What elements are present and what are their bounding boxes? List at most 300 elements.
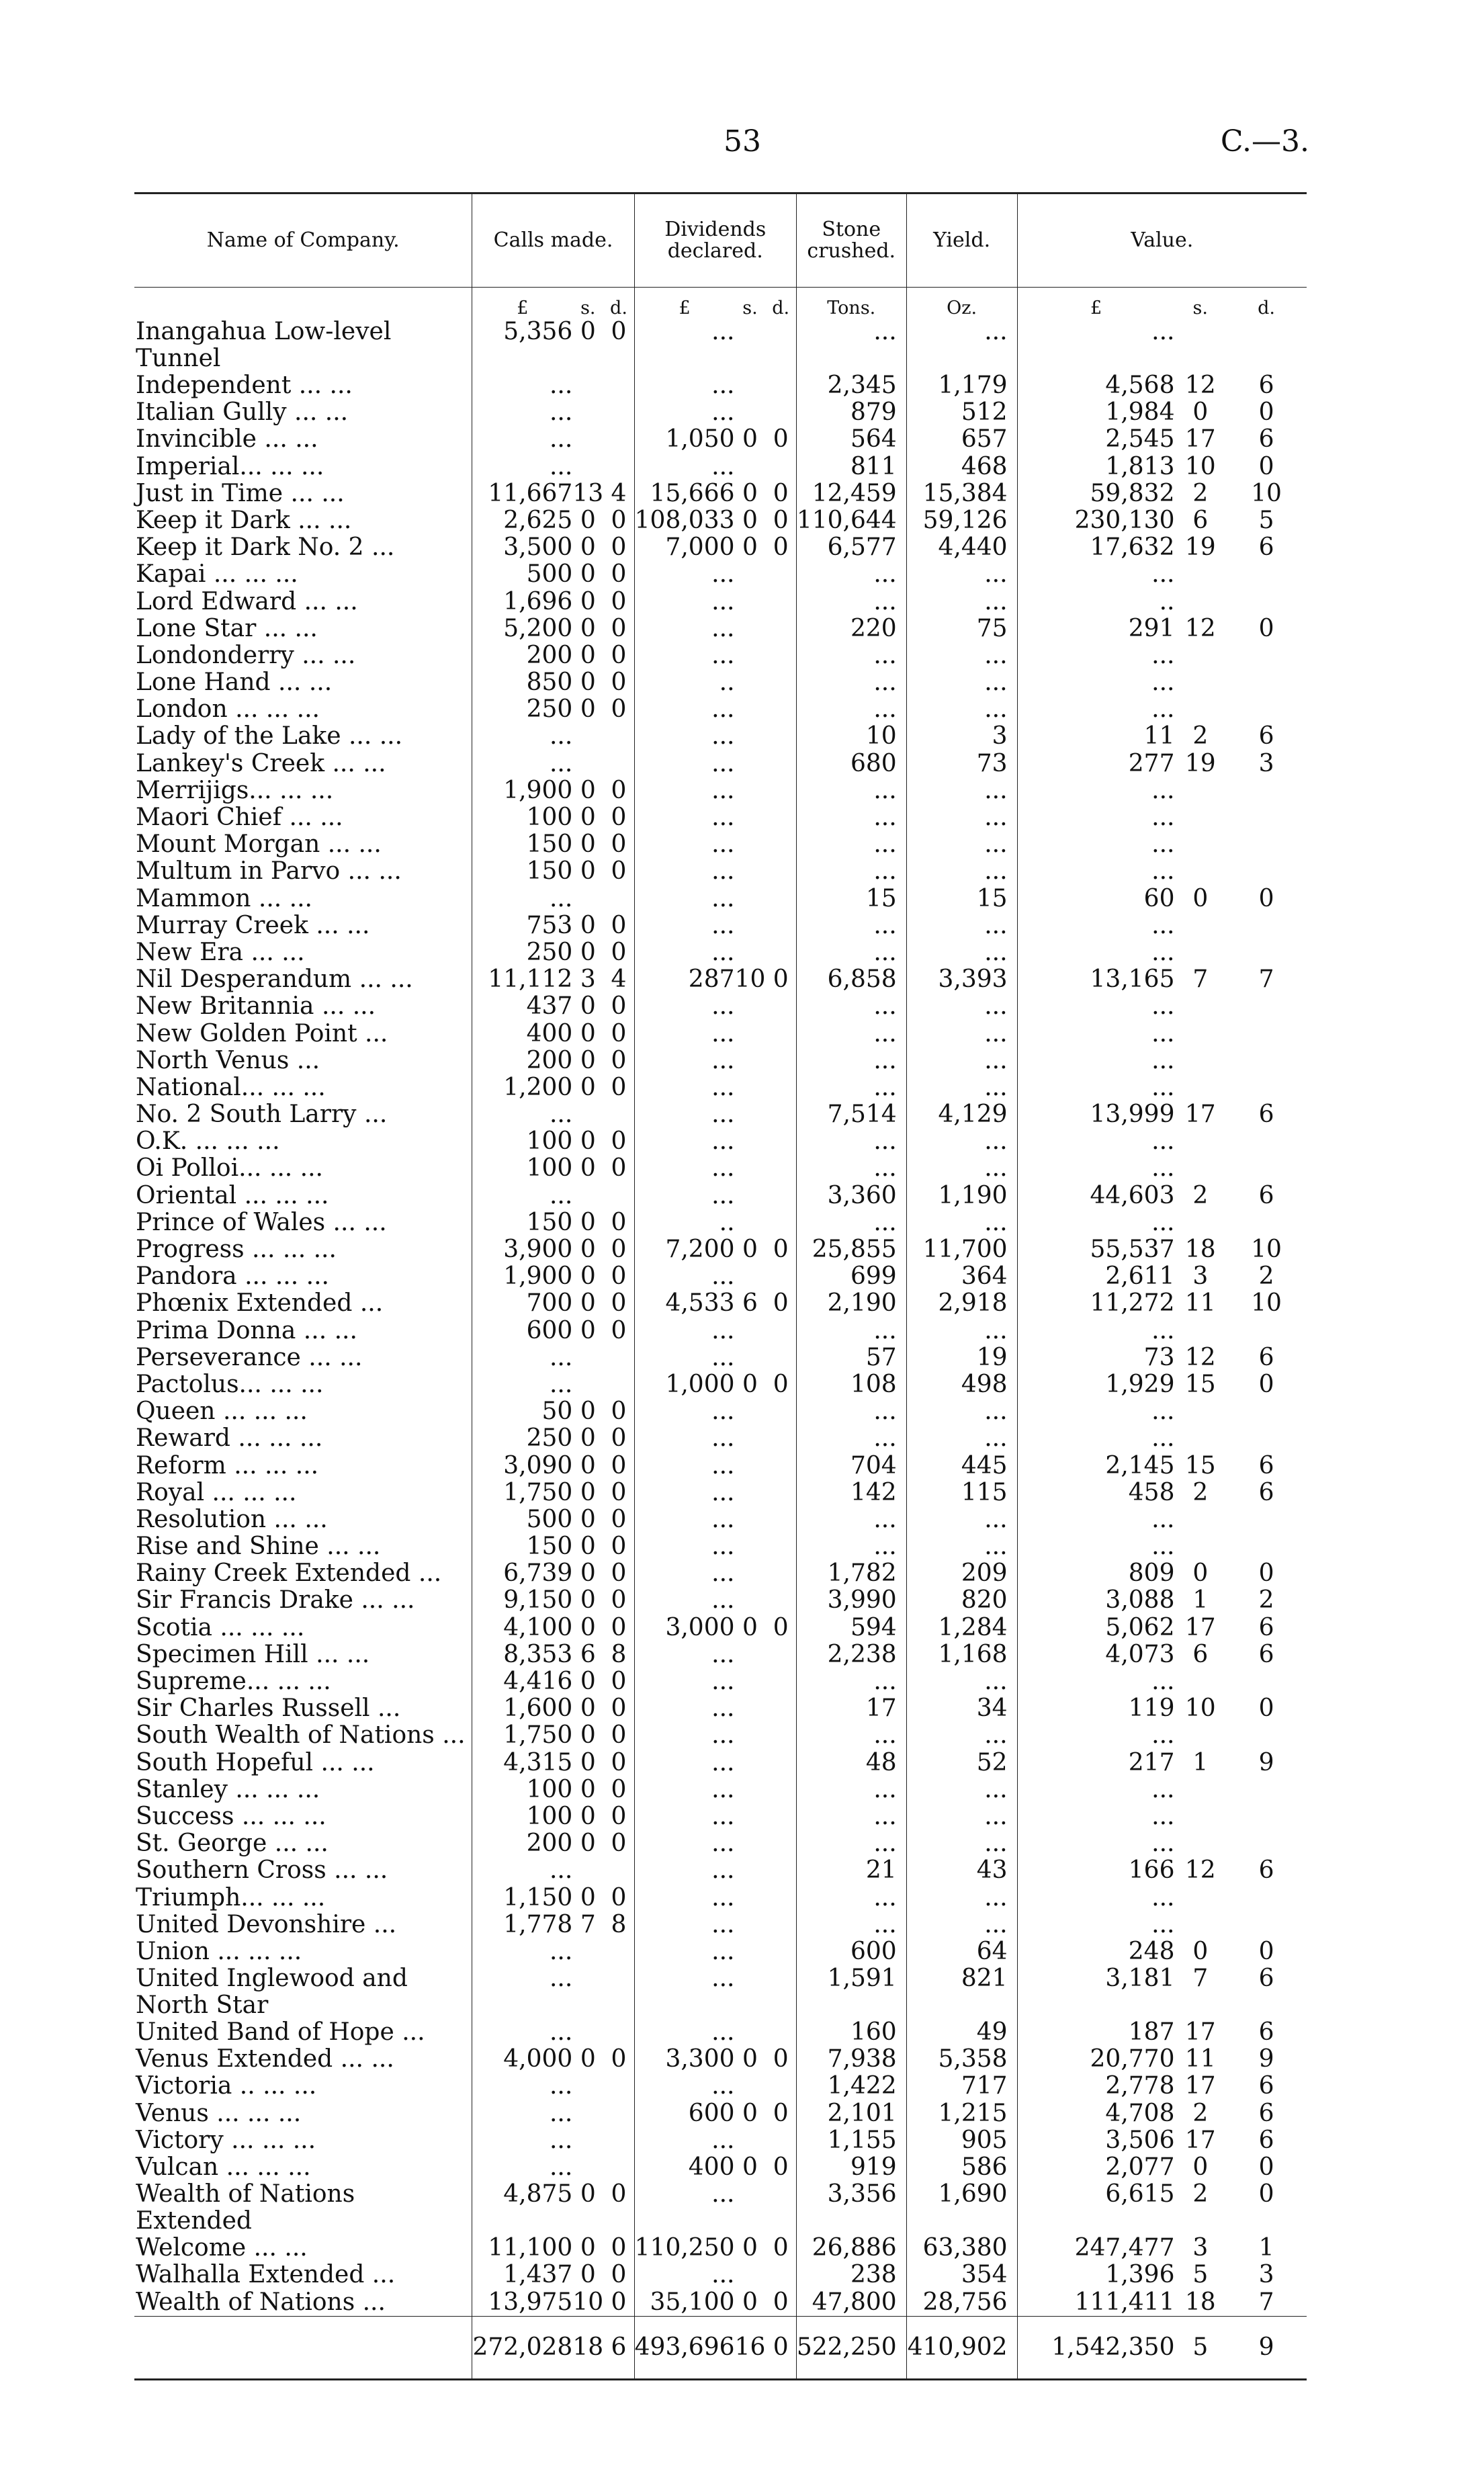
company-name: Keep it Dark ... ... <box>136 506 352 534</box>
company-name: Triumph... ... ... <box>136 1883 326 1911</box>
calls-pence: 0 <box>611 1316 627 1344</box>
dividend-pounds: 7,200 <box>634 1236 734 1263</box>
dividend-shillings <box>735 372 766 399</box>
value-pence: 6 <box>1258 2126 1274 2154</box>
calls-shillings: 0 <box>580 1613 596 1641</box>
stone-crushed: 7,514 <box>796 1101 906 1128</box>
dividend-pounds: ... <box>634 2019 734 2046</box>
value-pounds: 11 <box>1017 723 1174 750</box>
value-shillings: 1 <box>1192 1586 1209 1615</box>
calls-pence <box>603 1965 634 2019</box>
value-shillings: 11 <box>1184 1289 1216 1318</box>
calls-pence <box>603 454 634 480</box>
stone-crushed: ... <box>796 1074 906 1101</box>
company-name: Perseverance ... ... <box>136 1343 363 1371</box>
dividend-pence <box>765 696 796 723</box>
calls-pounds: 11,112 <box>472 966 572 993</box>
value-pounds: 2,778 <box>1017 2073 1174 2100</box>
value-pounds: ... <box>1017 318 1174 372</box>
calls-shillings: 0 <box>580 1073 596 1101</box>
dividend-pounds: ... <box>634 858 734 885</box>
calls-pence: 0 <box>611 1668 627 1695</box>
table-row <box>134 1695 1307 1722</box>
value-pounds: 5,062 <box>1017 1615 1174 1641</box>
dividend-pence <box>765 723 796 750</box>
value-pounds: 1,984 <box>1017 399 1174 426</box>
dividend-pence <box>765 1911 796 1938</box>
dividend-pounds: ... <box>634 1750 734 1776</box>
value-pounds: ... <box>1017 561 1174 588</box>
yield-oz: ... <box>906 912 1017 939</box>
table-row <box>134 886 1307 912</box>
dividend-pounds: 1,050 <box>634 426 734 453</box>
calls-shillings <box>572 1344 603 1371</box>
calls-pence: 0 <box>611 669 627 697</box>
table-row <box>134 1074 1307 1101</box>
yield-oz: 905 <box>906 2127 1017 2154</box>
total-calls-pounds: 272,028 <box>472 2316 572 2379</box>
dividend-shillings <box>735 1021 766 1047</box>
calls-shillings: 0 <box>580 1478 596 1506</box>
yield-oz: 3,393 <box>906 966 1017 993</box>
table-row <box>134 1857 1307 1884</box>
dividend-pounds: ... <box>634 372 734 399</box>
value-pence <box>1226 993 1307 1020</box>
company-name: Success ... ... ... <box>136 1802 326 1830</box>
unit-div-shillings: s. <box>742 298 758 318</box>
value-pence <box>1226 1425 1307 1452</box>
calls-shillings <box>572 1371 603 1398</box>
dividend-pence <box>765 1750 796 1776</box>
stone-crushed: ... <box>796 561 906 588</box>
table-row <box>134 561 1307 588</box>
value-pounds: .. <box>1017 589 1174 615</box>
dividend-pounds: 1,000 <box>634 1371 734 1398</box>
yield-oz: ... <box>906 696 1017 723</box>
stone-crushed: ... <box>796 993 906 1020</box>
value-shillings <box>1174 831 1226 858</box>
unit-calls-pounds: £ <box>472 288 572 319</box>
value-pence: 6 <box>1258 1965 1274 1993</box>
calls-pence: 0 <box>611 804 627 831</box>
dividend-pounds: 4,533 <box>634 1290 734 1317</box>
value-pounds: ... <box>1017 804 1174 831</box>
yield-oz: 468 <box>906 454 1017 480</box>
stone-crushed: ... <box>796 831 906 858</box>
yield-oz: 512 <box>906 399 1017 426</box>
dividend-pounds: 35,100 <box>634 2289 734 2317</box>
value-pounds: ... <box>1017 1911 1174 1938</box>
dividend-pence <box>765 1587 796 1614</box>
dividend-pence <box>765 372 796 399</box>
calls-shillings: 0 <box>580 533 596 562</box>
table-row <box>134 1183 1307 1209</box>
value-shillings <box>1174 1074 1226 1101</box>
value-pounds: ... <box>1017 858 1174 885</box>
value-pounds: 1,813 <box>1017 454 1174 480</box>
dividend-pounds: ... <box>634 1344 734 1371</box>
value-shillings <box>1174 993 1226 1020</box>
dividend-pence <box>765 1047 796 1074</box>
table-row <box>134 372 1307 399</box>
value-pence: 3 <box>1258 749 1274 777</box>
value-pence <box>1226 589 1307 615</box>
dividend-pence <box>765 2073 796 2100</box>
dividend-shillings <box>735 589 766 615</box>
value-pence: 6 <box>1258 2072 1274 2100</box>
calls-shillings: 0 <box>580 1289 596 1318</box>
calls-pence <box>603 2100 634 2127</box>
stone-crushed: ... <box>796 1155 906 1182</box>
calls-pounds: 1,150 <box>472 1885 572 1911</box>
value-shillings: 6 <box>1192 506 1209 534</box>
calls-pounds: ... <box>472 1965 572 2019</box>
stone-crushed: 21 <box>796 1857 906 1884</box>
value-pounds: 809 <box>1017 1560 1174 1587</box>
company-name: London ... ... ... <box>136 695 320 724</box>
value-pence <box>1226 1533 1307 1560</box>
value-shillings <box>1174 589 1226 615</box>
company-name: Sir Charles Russell ... <box>136 1694 401 1723</box>
dividend-pence <box>765 561 796 588</box>
stone-crushed: ... <box>796 589 906 615</box>
value-pence <box>1226 1803 1307 1830</box>
company-name: Invincible ... ... <box>136 425 318 454</box>
calls-pounds: 437 <box>472 993 572 1020</box>
company-name: South Wealth of Nations ... <box>136 1721 466 1750</box>
value-pounds: 4,073 <box>1017 1641 1174 1668</box>
yield-oz: 1,284 <box>906 1615 1017 1641</box>
value-pence <box>1226 696 1307 723</box>
calls-pounds: ... <box>472 2154 572 2181</box>
calls-pence: 0 <box>611 1208 627 1236</box>
dividend-pence <box>765 1101 796 1128</box>
dividend-shillings: 0 <box>742 506 758 534</box>
total-value-shillings: 5 <box>1174 2316 1226 2379</box>
calls-pence: 0 <box>611 506 627 534</box>
value-pounds: ... <box>1017 669 1174 696</box>
unit-calls-shillings: s. <box>580 298 596 318</box>
value-shillings <box>1174 804 1226 831</box>
dividend-shillings <box>735 777 766 804</box>
dividend-pounds: 400 <box>634 2154 734 2181</box>
calls-shillings <box>572 1183 603 1209</box>
dividend-pence <box>765 1533 796 1560</box>
calls-shillings <box>572 399 603 426</box>
dividend-shillings <box>735 1074 766 1101</box>
calls-pence <box>603 750 634 777</box>
yield-oz: 4,440 <box>906 534 1017 561</box>
calls-shillings <box>572 750 603 777</box>
company-name: Scotia ... ... ... <box>136 1613 305 1641</box>
calls-pounds: 500 <box>472 1506 572 1533</box>
yield-oz: 354 <box>906 2262 1017 2288</box>
company-name: Pactolus... ... ... <box>136 1370 324 1398</box>
yield-oz: ... <box>906 858 1017 885</box>
value-shillings: 7 <box>1192 965 1209 994</box>
unit-calls-pence: d. <box>610 298 627 318</box>
value-shillings <box>1174 912 1226 939</box>
calls-pence: 0 <box>611 641 627 669</box>
calls-pounds: 5,200 <box>472 615 572 642</box>
company-name: Nil Desperandum ... ... <box>136 965 413 994</box>
value-pounds: 44,603 <box>1017 1183 1174 1209</box>
stone-crushed: ... <box>796 804 906 831</box>
calls-pence <box>603 1183 634 1209</box>
dividend-pence: 0 <box>773 2153 789 2181</box>
value-shillings: 12 <box>1184 372 1216 399</box>
calls-pounds: ... <box>472 1183 572 1209</box>
dividend-pence <box>765 1857 796 1884</box>
calls-shillings: 0 <box>580 506 596 534</box>
calls-pence: 0 <box>611 560 627 589</box>
table-row <box>134 1290 1307 1317</box>
dividend-pence <box>765 1479 796 1506</box>
table-row <box>134 831 1307 858</box>
dividend-pounds: ... <box>634 1885 734 1911</box>
dividend-pence: 0 <box>773 1289 789 1318</box>
value-pounds: 20,770 <box>1017 2046 1174 2073</box>
value-shillings: 2 <box>1192 2099 1209 2127</box>
value-pence: 2 <box>1258 1262 1274 1291</box>
value-shillings <box>1174 1318 1226 1344</box>
dividend-pounds: ... <box>634 1965 734 2019</box>
yield-oz: ... <box>906 993 1017 1020</box>
company-name: Lady of the Lake ... ... <box>136 722 403 750</box>
value-pounds: ... <box>1017 1155 1174 1182</box>
table-body <box>134 318 1307 2316</box>
calls-shillings: 0 <box>580 992 596 1021</box>
calls-pounds: 3,500 <box>472 534 572 561</box>
stone-crushed: 17 <box>796 1695 906 1722</box>
value-shillings <box>1174 1425 1226 1452</box>
table-row <box>134 1560 1307 1587</box>
dividend-pounds: ... <box>634 1398 734 1425</box>
dividend-shillings <box>735 399 766 426</box>
calls-pounds: ... <box>472 1371 572 1398</box>
calls-shillings: 0 <box>580 857 596 886</box>
value-pence: 6 <box>1258 1478 1274 1506</box>
dividend-pounds: ... <box>634 1776 734 1803</box>
value-pence: 6 <box>1258 722 1274 750</box>
dividend-pence: 0 <box>773 479 789 507</box>
value-pounds: 59,832 <box>1017 480 1174 507</box>
dividend-pounds: ... <box>634 1183 734 1209</box>
dividend-pounds: ... <box>634 831 734 858</box>
stone-crushed: 1,155 <box>796 2127 906 2154</box>
value-pounds: 6,615 <box>1017 2181 1174 2235</box>
calls-pounds: 1,600 <box>472 1695 572 1722</box>
calls-pence <box>603 1371 634 1398</box>
calls-pence: 0 <box>611 1533 627 1561</box>
dividend-shillings <box>735 939 766 966</box>
stone-crushed: ... <box>796 1911 906 1938</box>
value-pence <box>1226 1885 1307 1911</box>
table-row <box>134 1398 1307 1425</box>
company-name: Vulcan ... ... ... <box>136 2153 311 2181</box>
calls-pounds: ... <box>472 750 572 777</box>
dividend-shillings <box>735 2262 766 2288</box>
value-pence: 0 <box>1258 2153 1274 2181</box>
value-shillings <box>1174 669 1226 696</box>
table-row <box>134 1425 1307 1452</box>
yield-oz: 1,215 <box>906 2100 1017 2127</box>
company-name: United Band of Hope ... <box>136 2018 425 2047</box>
yield-oz: 15,384 <box>906 480 1017 507</box>
calls-pounds: 11,667 <box>472 480 572 507</box>
table-row <box>134 426 1307 453</box>
table-row <box>134 615 1307 642</box>
dividend-shillings <box>735 1938 766 1965</box>
table-row <box>134 1047 1307 1074</box>
value-pence <box>1226 561 1307 588</box>
dividend-pounds: ... <box>634 1560 734 1587</box>
yield-oz: ... <box>906 1668 1017 1695</box>
total-div-pounds: 493,696 <box>634 2316 734 2379</box>
dividend-shillings <box>735 1857 766 1884</box>
yield-oz: 364 <box>906 1263 1017 1290</box>
calls-shillings: 10 <box>572 2288 604 2316</box>
value-shillings <box>1174 777 1226 804</box>
yield-oz: ... <box>906 1506 1017 1533</box>
dividend-pounds: ... <box>634 1695 734 1722</box>
total-calls-pence: 6 <box>603 2316 634 2379</box>
dividend-pence: 0 <box>773 2045 789 2073</box>
dividend-shillings <box>735 1318 766 1344</box>
calls-pounds: 250 <box>472 696 572 723</box>
calls-pence <box>603 2019 634 2046</box>
calls-pounds: 100 <box>472 804 572 831</box>
value-pence: 1 <box>1258 2234 1274 2262</box>
dividend-pence: 0 <box>773 425 789 454</box>
value-shillings <box>1174 1533 1226 1560</box>
stone-crushed: 2,101 <box>796 2100 906 2127</box>
value-shillings: 18 <box>1184 1236 1216 1263</box>
stone-crushed: 919 <box>796 2154 906 2181</box>
total-value-pence: 9 <box>1226 2316 1307 2379</box>
yield-oz: 73 <box>906 750 1017 777</box>
table-row <box>134 1533 1307 1560</box>
stone-crushed: 10 <box>796 723 906 750</box>
dividend-pounds: ... <box>634 589 734 615</box>
calls-pence: 0 <box>611 1154 627 1183</box>
value-pence: 6 <box>1258 1181 1274 1209</box>
company-name: Supreme... ... ... <box>136 1668 331 1695</box>
yield-oz: ... <box>906 1155 1017 1182</box>
calls-pounds: 850 <box>472 669 572 696</box>
company-name: Pandora ... ... ... <box>136 1262 329 1291</box>
company-name: South Hopeful ... ... <box>136 1748 375 1776</box>
dividend-pence <box>765 1965 796 2019</box>
dividend-shillings <box>735 1047 766 1074</box>
dividend-pence: 0 <box>773 1613 789 1641</box>
value-pounds: 2,545 <box>1017 426 1174 453</box>
dividend-pounds: ... <box>634 1479 734 1506</box>
yield-oz: 820 <box>906 1587 1017 1614</box>
dividend-pence: 0 <box>773 2234 789 2262</box>
header-stone: Stone crushed. <box>796 194 906 288</box>
dividend-pence <box>765 858 796 885</box>
table-row <box>134 993 1307 1020</box>
calls-pounds: ... <box>472 1938 572 1965</box>
value-shillings <box>1174 1830 1226 1857</box>
table-row <box>134 1318 1307 1344</box>
calls-pounds: 3,900 <box>472 1236 572 1263</box>
table-row <box>134 2127 1307 2154</box>
company-name: Lord Edward ... ... <box>136 587 358 615</box>
calls-pounds: 1,778 <box>472 1911 572 1938</box>
calls-pence: 0 <box>611 911 627 939</box>
calls-pounds: 4,875 <box>472 2181 572 2235</box>
calls-shillings: 0 <box>580 2261 596 2289</box>
value-pence <box>1226 1506 1307 1533</box>
calls-shillings: 0 <box>580 1694 596 1723</box>
value-shillings: 17 <box>1184 2072 1216 2100</box>
stone-crushed: ... <box>796 1830 906 1857</box>
yield-oz: 717 <box>906 2073 1017 2100</box>
value-pounds: ... <box>1017 1776 1174 1803</box>
value-pence: 0 <box>1258 884 1274 912</box>
table-row <box>134 1615 1307 1641</box>
table-row <box>134 1506 1307 1533</box>
stone-crushed: 15 <box>796 886 906 912</box>
calls-pounds: 150 <box>472 831 572 858</box>
stone-crushed: ... <box>796 777 906 804</box>
calls-pence: 0 <box>611 318 627 345</box>
table-row <box>134 750 1307 777</box>
stone-crushed: 2,238 <box>796 1641 906 1668</box>
calls-shillings: 0 <box>580 1019 596 1047</box>
table-row <box>134 2289 1307 2317</box>
header-name: Name of Company. <box>134 194 472 288</box>
calls-pence: 0 <box>611 2180 627 2208</box>
value-pence: 0 <box>1258 614 1274 642</box>
table-row <box>134 1236 1307 1263</box>
calls-pounds: 600 <box>472 1318 572 1344</box>
calls-pounds: 500 <box>472 561 572 588</box>
calls-shillings <box>572 2154 603 2181</box>
dividend-shillings <box>735 1155 766 1182</box>
dividend-pounds: 108,033 <box>634 506 735 534</box>
yield-oz: ... <box>906 561 1017 588</box>
stone-crushed: ... <box>796 1318 906 1344</box>
dividend-pence <box>765 399 796 426</box>
stone-crushed: 12,459 <box>796 480 906 507</box>
calls-pounds: ... <box>472 426 572 453</box>
value-pounds: 2,611 <box>1017 1263 1174 1290</box>
value-pence: 6 <box>1258 533 1274 562</box>
calls-pence <box>603 1101 634 1128</box>
calls-pence: 0 <box>611 1127 627 1156</box>
dividend-pounds: .. <box>634 669 734 696</box>
dividend-pence <box>765 1209 796 1236</box>
company-name: Mount Morgan ... ... <box>136 830 382 859</box>
dividend-shillings <box>735 858 766 885</box>
dividend-pence: 0 <box>773 2288 789 2316</box>
table-row <box>134 858 1307 885</box>
value-pounds: 277 <box>1017 750 1174 777</box>
calls-pounds: ... <box>472 1344 572 1371</box>
calls-pence: 0 <box>611 1748 627 1776</box>
dividend-pounds: ... <box>634 615 734 642</box>
dividend-shillings <box>735 1885 766 1911</box>
table-row <box>134 696 1307 723</box>
value-pounds: 11,272 <box>1017 1290 1174 1317</box>
value-pence: 7 <box>1258 965 1274 994</box>
table-row <box>134 1344 1307 1371</box>
dividend-pence <box>765 912 796 939</box>
dividend-pence <box>765 2262 796 2288</box>
